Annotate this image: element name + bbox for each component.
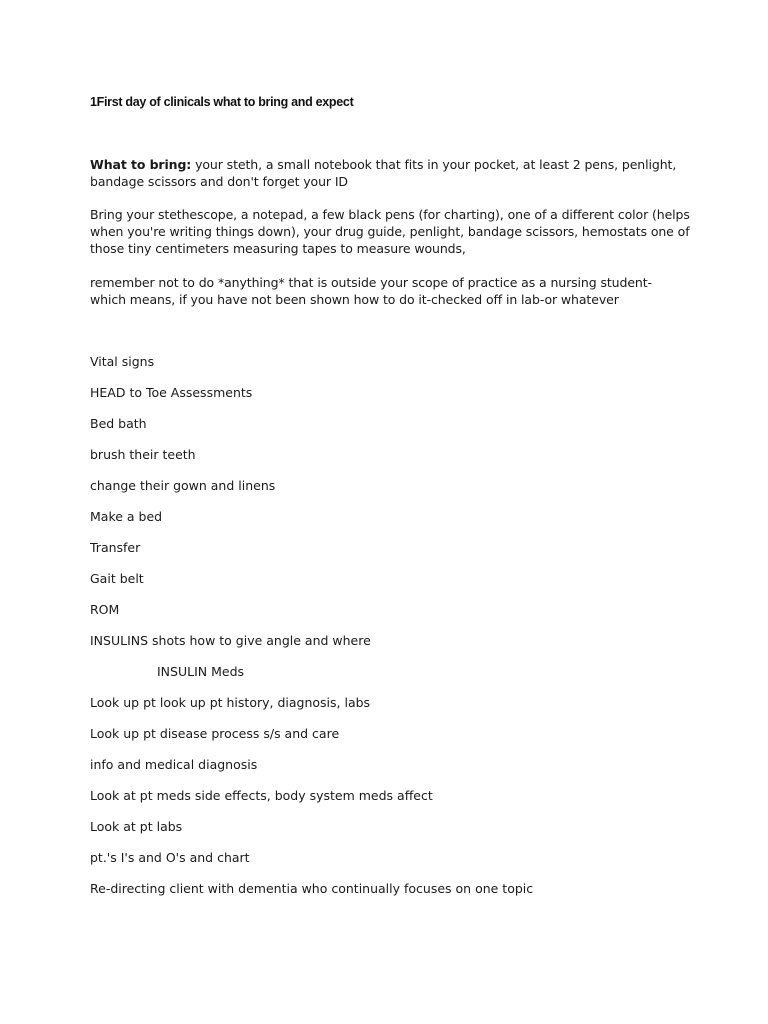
list-item: Bed bath: [90, 416, 147, 431]
list-item: change their gown and linens: [90, 478, 276, 493]
list-item: HEAD to Toe Assessments: [90, 385, 253, 400]
list-item: INSULINS shots how to give angle and where: [90, 633, 371, 648]
list-item: Look at pt meds side effects, body system meds affect: [90, 788, 433, 803]
supplies-paragraph: Bring your stethescope, a notepad, a few black pens (for charting), one of a different color (helps when you're writing things down), your drug guide, penlight, bandage scissors, hemostats one of those tiny centimeters measuring tapes to measure wounds,: [90, 207, 690, 256]
what-to-bring-text: your steth, a small notebook that fits in your pocket, at least 2 pens, penlight, bandage scissors and don't forget your ID: [90, 157, 677, 189]
list-item: Look up pt disease process s/s and care: [90, 726, 340, 741]
list-item: Re-directing client with dementia who continually focuses on one topic: [90, 881, 534, 896]
what-to-bring-label: What to bring:: [90, 157, 192, 172]
list-item: pt.'s I's and O's and chart: [90, 850, 250, 865]
list-item: Vital signs: [90, 354, 155, 369]
skills-list: [90, 353, 533, 911]
list-item: Make a bed: [90, 509, 163, 524]
list-item: Look up pt look up pt history, diagnosis, labs: [90, 695, 371, 710]
what-to-bring-paragraph: [90, 156, 690, 190]
list-item: Look at pt labs: [90, 819, 183, 834]
list-item: Transfer: [90, 540, 141, 555]
document-title: 1First day of clinicals what to bring and expect: [90, 95, 354, 109]
list-item: brush their teeth: [90, 447, 196, 462]
list-item: info and medical diagnosis: [90, 757, 258, 772]
list-item: ROM: [90, 602, 120, 617]
list-item: INSULIN Meds: [157, 664, 245, 679]
scope-of-practice-paragraph: remember not to do *anything* that is outside your scope of practice as a nursing student- which means, if you have not been shown how to do it-checked off in lab-or whatever: [90, 275, 652, 307]
list-item: Gait belt: [90, 571, 144, 586]
